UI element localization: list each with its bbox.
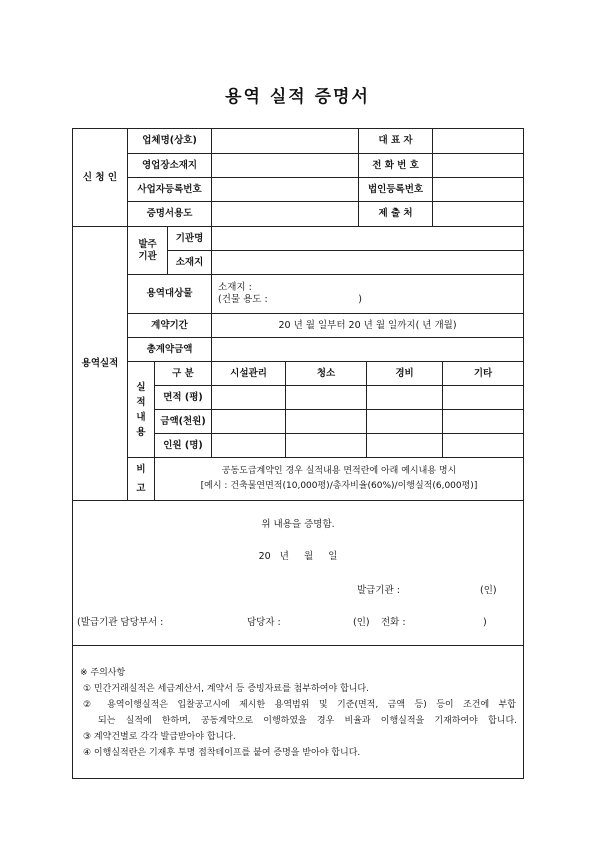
note-item: ④ 이행실적란은 기재후 투명 접착테이프를 붙여 증명을 받아야 합니다. [83, 747, 361, 758]
corporate-registration-field [433, 178, 524, 202]
company-name-field [212, 129, 359, 154]
row-label-personnel: 인원 (명) [155, 434, 212, 458]
note-item: ③ 계약건별로 각각 발급받아야 합니다. [83, 731, 236, 742]
column-header-cleaning: 청소 [286, 362, 367, 386]
column-header-other: 기타 [443, 362, 524, 386]
notes-heading: ※ 주의사항 [80, 667, 126, 678]
table-cell [367, 434, 443, 458]
phone-number-field [433, 154, 524, 178]
representative-label: 대 표 자 [359, 129, 433, 154]
total-contract-amount-label: 총계약금액 [128, 338, 212, 362]
certification-date: 20 년 월 일 [258, 550, 338, 562]
category-header: 구 분 [155, 362, 212, 386]
client-agency-label-line: 발주 [138, 238, 157, 250]
target-address-line: 소재지 : [218, 282, 252, 293]
performance-section-label: 용역실적 [73, 227, 128, 501]
manager-seal-mark: (인) [353, 616, 370, 628]
certificate-purpose-label: 증명서용도 [128, 202, 212, 227]
corporate-registration-label: 법인등록번호 [359, 178, 433, 202]
business-address-field [212, 154, 359, 178]
company-name-label: 업체명(상호) [128, 129, 212, 154]
row-label-area: 면적 (평) [155, 386, 212, 410]
agency-name-field [212, 227, 524, 251]
remarks-line: 공동도급계약인 경우 실적내용 면적란에 아래 예시내용 명시 [221, 466, 457, 476]
performance-details-label [128, 362, 155, 458]
note-item-continuation: 되는 실적에 한하며, 공동계약으로 이행하였을 경우 비율과 이행실적을 기재하여야 합니다. [98, 715, 517, 726]
table-cell [212, 434, 286, 458]
service-target-label: 용역대상물 [128, 275, 212, 314]
certificate-form [72, 128, 524, 779]
certificate-purpose-field [212, 202, 359, 227]
certification-statement: 위 내용을 증명함. [261, 518, 335, 530]
contract-period-field: 20 년 월 일부터 20 년 월 일까지( 년 개월) [212, 314, 524, 338]
remarks-label [128, 458, 155, 501]
remarks-label-text: 비고 [136, 464, 146, 494]
column-header-security: 경비 [367, 362, 443, 386]
agency-address-field [212, 251, 524, 275]
table-cell [443, 410, 524, 434]
total-contract-amount-field [212, 338, 524, 362]
agency-name-label: 기관명 [168, 227, 212, 251]
table-cell [212, 410, 286, 434]
note-item: ① 민간거래실적은 세금계산서, 계약서 등 증빙자료를 첨부하여야 합니다. [83, 683, 369, 694]
client-agency-label [128, 227, 168, 275]
business-registration-label: 사업자등록번호 [128, 178, 212, 202]
closing-parenthesis: ) [483, 616, 487, 628]
document-title: 용역 실적 증명서 [225, 87, 370, 107]
table-cell [286, 410, 367, 434]
table-cell [286, 386, 367, 410]
column-header-facility: 시설관리 [212, 362, 286, 386]
issuer-department-label: (발급기관 담당부서 : [77, 616, 164, 628]
manager-label: 담당자 : [247, 616, 281, 628]
notes-section [73, 646, 524, 779]
business-registration-field [212, 178, 359, 202]
row-label-amount: 금액(천원) [155, 410, 212, 434]
remarks-example-line: [예시 : 건축물연면적(10,000평)/총자비율(60%)/이행실적(6,000평)] [200, 481, 478, 491]
agency-address-label: 소재지 [168, 251, 212, 275]
performance-details-label-text: 실적내용 [136, 381, 146, 438]
target-usage-line: (건물 용도 : ) [218, 294, 362, 305]
table-cell [212, 386, 286, 410]
submit-to-label: 제 출 처 [359, 202, 433, 227]
contract-period-label: 계약기간 [128, 314, 212, 338]
client-agency-label-line: 기관 [138, 250, 157, 262]
issuer-label: 발급기관 : [357, 584, 400, 596]
phone-number-label: 전 화 번 호 [359, 154, 433, 178]
applicant-section-label: 신 청 인 [73, 129, 128, 227]
table-cell [367, 386, 443, 410]
representative-field [433, 129, 524, 154]
certification-section [73, 501, 524, 646]
service-target-field [212, 275, 524, 314]
table-cell [367, 410, 443, 434]
note-item: ② 용역이행실적은 입찰공고시에 제시한 용역범위 및 기준(면적, 금액 등) 등이 조건에 부합 [83, 699, 516, 710]
issuer-seal-mark: (인) [480, 584, 497, 596]
contact-phone-label: 전화 : [381, 616, 406, 628]
table-cell [443, 386, 524, 410]
remarks-content [155, 458, 524, 501]
table-cell [286, 434, 367, 458]
business-address-label: 영업장소재지 [128, 154, 212, 178]
table-cell [443, 434, 524, 458]
submit-to-field [433, 202, 524, 227]
